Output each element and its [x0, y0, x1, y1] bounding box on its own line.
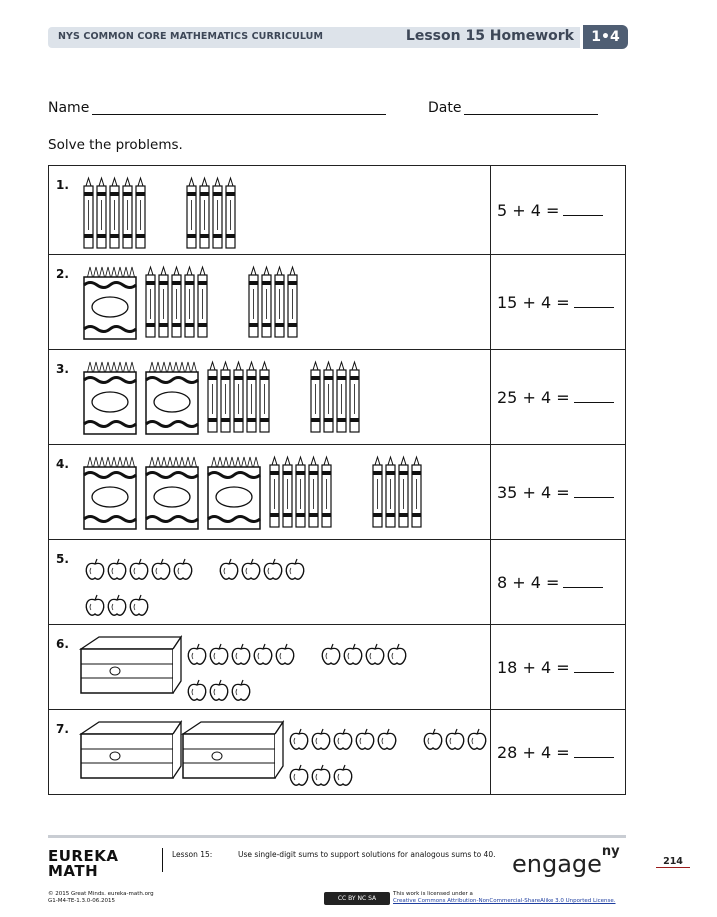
- crayon-icon: [187, 178, 196, 248]
- crayon-icon: [412, 457, 421, 527]
- problem-table: [48, 165, 626, 795]
- crayon-icon: [146, 267, 155, 337]
- lesson-badge: 1•4: [583, 25, 628, 49]
- lesson-title: Lesson 15 Homework: [405, 28, 574, 44]
- crayon-icon: [198, 267, 207, 337]
- apple-icon: [322, 644, 340, 664]
- crayon-icon: [200, 178, 209, 248]
- equation-text: 15 + 4 =: [497, 292, 570, 312]
- apple-icon: [174, 559, 192, 579]
- crayon-box-icon: [146, 362, 198, 434]
- equation-text: 35 + 4 =: [497, 482, 570, 502]
- copyright-line-2: G1-M4-TE-1.3.0-06.2015: [48, 898, 116, 904]
- crayon-icon: [208, 362, 217, 432]
- apple-icon: [210, 680, 228, 700]
- apple-icon: [108, 559, 126, 579]
- crayon-icon: [172, 267, 181, 337]
- answer-blank[interactable]: [574, 743, 614, 758]
- crate-icon: [183, 722, 283, 778]
- problem-number: 5.: [56, 552, 69, 566]
- answer-blank[interactable]: [563, 573, 603, 588]
- crayon-icon: [97, 178, 106, 248]
- crayon-icon: [322, 457, 331, 527]
- apple-icon: [264, 559, 282, 579]
- problem-illustration: [49, 710, 489, 795]
- apple-icon: [232, 644, 250, 664]
- apple-icon: [290, 729, 308, 749]
- apple-icon: [130, 595, 148, 615]
- crayon-icon: [110, 178, 119, 248]
- crayon-icon: [270, 457, 279, 527]
- answer-blank[interactable]: [574, 293, 614, 308]
- equation: [497, 483, 614, 502]
- apple-icon: [108, 595, 126, 615]
- problem-illustration: [49, 255, 489, 350]
- equation-text: 8 + 4 =: [497, 572, 560, 592]
- equation-text: 5 + 4 =: [497, 200, 560, 220]
- problem-row: [49, 710, 625, 795]
- equation: [497, 743, 614, 762]
- apple-icon: [344, 644, 362, 664]
- problem-number: 6.: [56, 637, 69, 651]
- crate-icon: [81, 637, 181, 693]
- name-field[interactable]: [92, 114, 386, 115]
- equation-text: 18 + 4 =: [497, 657, 570, 677]
- license-text: [393, 891, 616, 905]
- answer-blank[interactable]: [574, 483, 614, 498]
- crayon-box-icon: [146, 457, 198, 529]
- problem-row: [49, 445, 625, 540]
- apple-icon: [210, 644, 228, 664]
- apple-icon: [232, 680, 250, 700]
- problem-illustration: [49, 445, 489, 540]
- problem-illustration: [49, 625, 489, 710]
- crayon-icon: [213, 178, 222, 248]
- brand-line-1: EUREKA: [48, 847, 119, 865]
- apple-icon: [242, 559, 260, 579]
- crayon-icon: [283, 457, 292, 527]
- apple-icon: [220, 559, 238, 579]
- engage-sup: ny: [601, 844, 620, 859]
- crate-icon: [81, 722, 181, 778]
- copyright-line-1: © 2015 Great Minds. eureka-math.org: [48, 891, 154, 897]
- apple-icon: [312, 729, 330, 749]
- crayon-icon: [324, 362, 333, 432]
- crayon-icon: [288, 267, 297, 337]
- instructions: Solve the problems.: [48, 137, 183, 153]
- eureka-math-logo: [48, 849, 118, 879]
- problem-row: [49, 625, 625, 710]
- license-link[interactable]: Creative Commons Attribution-NonCommercial-ShareAlike 3.0 Unported License.: [393, 898, 616, 904]
- crayon-icon: [296, 457, 305, 527]
- apple-icon: [378, 729, 396, 749]
- crayon-box-icon: [208, 457, 260, 529]
- crayon-icon: [159, 267, 168, 337]
- footer-divider: [162, 848, 163, 872]
- equation: [497, 573, 603, 592]
- answer-blank[interactable]: [574, 388, 614, 403]
- equation: [497, 201, 603, 220]
- apple-icon: [290, 765, 308, 785]
- equation-text: 25 + 4 =: [497, 387, 570, 407]
- problem-row: [49, 255, 625, 350]
- equation: [497, 658, 614, 677]
- apple-icon: [276, 644, 294, 664]
- problem-illustration: [49, 350, 489, 445]
- page-number: 214: [656, 856, 690, 868]
- apple-icon: [188, 680, 206, 700]
- engage-text: engage: [512, 850, 602, 878]
- apple-icon: [286, 559, 304, 579]
- crayon-icon: [123, 178, 132, 248]
- apple-icon: [334, 765, 352, 785]
- brand-line-2: MATH: [48, 862, 99, 880]
- crayon-icon: [262, 267, 271, 337]
- date-field[interactable]: [464, 114, 598, 115]
- answer-blank[interactable]: [574, 658, 614, 673]
- curriculum-title: NYS COMMON CORE MATHEMATICS CURRICULUM: [58, 31, 324, 42]
- footer-rule: [48, 835, 626, 838]
- problem-illustration: [49, 540, 489, 625]
- apple-icon: [130, 559, 148, 579]
- apple-icon: [356, 729, 374, 749]
- apple-icon: [388, 644, 406, 664]
- equation: [497, 388, 614, 407]
- problem-number: 7.: [56, 722, 69, 736]
- answer-blank[interactable]: [563, 201, 603, 216]
- apple-icon: [312, 765, 330, 785]
- problem-number: 4.: [56, 457, 69, 471]
- problem-row: [49, 350, 625, 445]
- crayon-icon: [386, 457, 395, 527]
- date-label: Date: [428, 100, 462, 116]
- crayon-icon: [399, 457, 408, 527]
- crayon-box-icon: [84, 267, 136, 339]
- crayon-icon: [249, 267, 258, 337]
- apple-icon: [86, 559, 104, 579]
- crayon-icon: [84, 178, 93, 248]
- apple-icon: [86, 595, 104, 615]
- header-bar: [48, 27, 580, 48]
- crayon-icon: [234, 362, 243, 432]
- problem-number: 3.: [56, 362, 69, 376]
- problem-illustration: [49, 166, 489, 255]
- name-label: Name: [48, 100, 90, 116]
- crayon-icon: [247, 362, 256, 432]
- problem-row: [49, 540, 625, 625]
- copyright: [48, 891, 154, 905]
- license-line-1: This work is licensed under a: [393, 891, 473, 897]
- apple-icon: [334, 729, 352, 749]
- apple-icon: [254, 644, 272, 664]
- equation-text: 28 + 4 =: [497, 742, 570, 762]
- apple-icon: [446, 729, 464, 749]
- crayon-icon: [221, 362, 230, 432]
- apple-icon: [188, 644, 206, 664]
- engage-ny-logo: [512, 844, 620, 878]
- problem-number: 2.: [56, 267, 69, 281]
- apple-icon: [468, 729, 486, 749]
- problem-number: 1.: [56, 178, 69, 192]
- crayon-icon: [275, 267, 284, 337]
- crayon-icon: [226, 178, 235, 248]
- apple-icon: [366, 644, 384, 664]
- footer-lesson-description: Use single-digit sums to support solutions for analogous sums to 40.: [238, 850, 496, 859]
- crayon-icon: [350, 362, 359, 432]
- crayon-icon: [260, 362, 269, 432]
- crayon-icon: [309, 457, 318, 527]
- apple-icon: [152, 559, 170, 579]
- crayon-icon: [185, 267, 194, 337]
- crayon-box-icon: [84, 362, 136, 434]
- footer-lesson-label: Lesson 15:: [172, 850, 213, 859]
- apple-icon: [424, 729, 442, 749]
- crayon-icon: [373, 457, 382, 527]
- cc-license-badge: CC BY NC SA: [324, 892, 390, 905]
- crayon-icon: [337, 362, 346, 432]
- crayon-icon: [311, 362, 320, 432]
- crayon-icon: [136, 178, 145, 248]
- problem-row: [49, 166, 625, 255]
- equation: [497, 293, 614, 312]
- crayon-box-icon: [84, 457, 136, 529]
